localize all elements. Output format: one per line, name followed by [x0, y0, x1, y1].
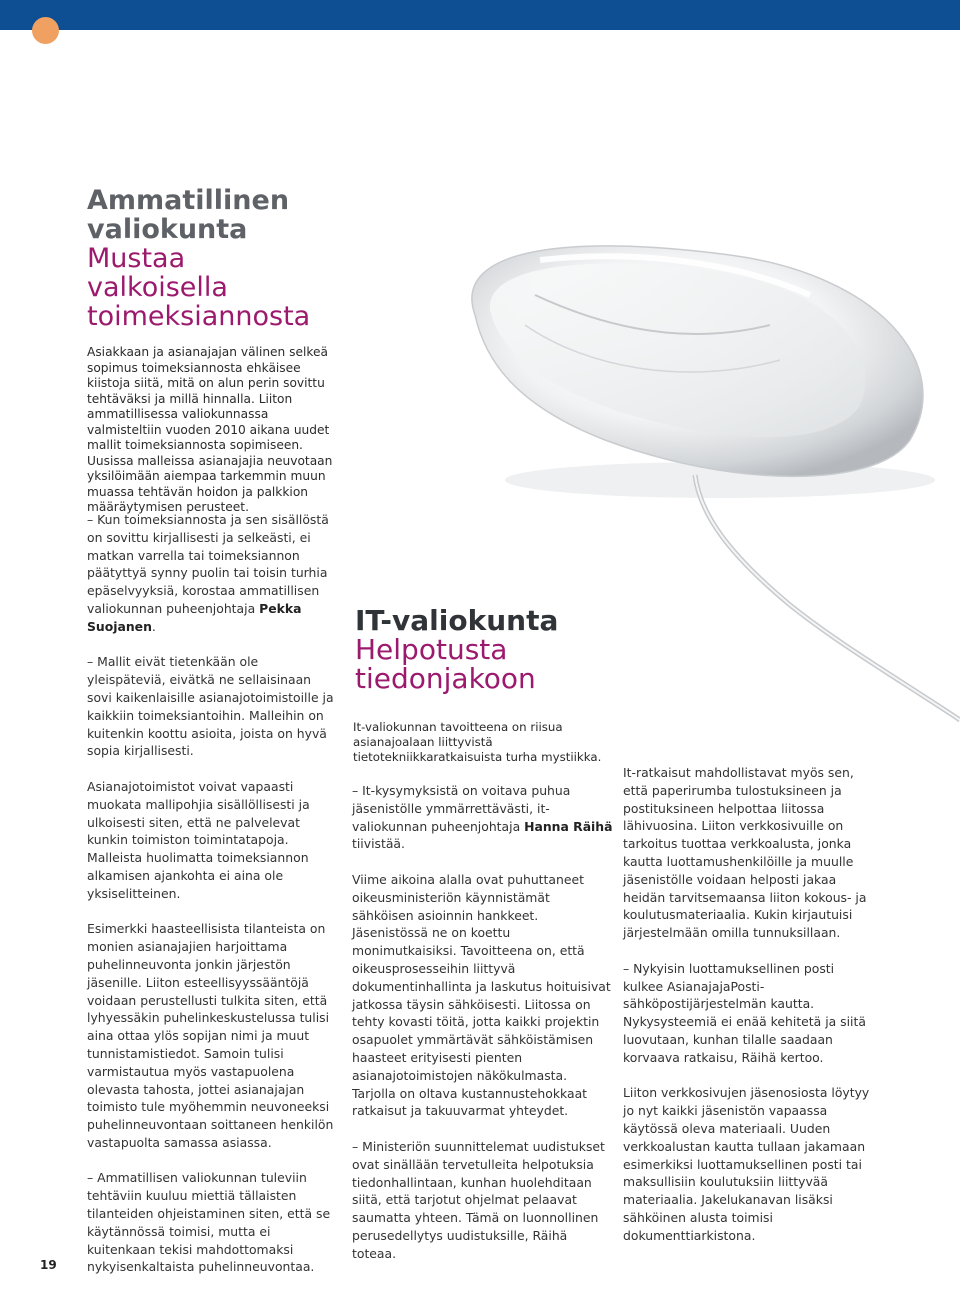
it-paragraph-2: Viime aikoina alalla ovat puhuttaneet oikeusministeriön käynnistämät sähköisen asioinnin hankkeet. Jäsenistössä ne on koettu monimutkaisiksi. Tavoitteena on, että oikeusprosesseihin liittyvä dokumentinhallinta ja laskutus hoituisivat jatkossa täysin sähköisesti. Liitossa on tehty kovasti töitä, jotta kaikki projektin osapuolet ymmärtävät sähköistämisen haasteet erityisesti pienten asianajotoimistojen näkökulmasta. Tarjolla on oltava kustannustehokkaat ratkaisut ja takuuvarmat yhteydet.: [352, 871, 611, 1119]
it-paragraph-5: – Nykyisin luottamuksellinen posti kulkee AsianajajaPosti-sähköpostijärjestelmän kautta. Nykysysteemiä ei enää kehitetä ja siitä luovutaan, kunhan tilalle saadaan korvaava ratkaisu, Räihä kertoo.: [623, 960, 866, 1065]
it-paragraph-3: – Ministeriön suunnittelemat uudistukset ovat sinällään tervetulleita helpotuksia tiedonhallintaan, kunhan huolehditaan siitä, että tarjotut ohjelmat pelaavat saumatta yhteen. Tämä on luonnollinen perusedellytys uudistuksille, Räihä toteaa.: [352, 1138, 605, 1261]
it-p1-text: – It-kysymyksistä on voitava puhua jäsenistölle ymmärrettävästi, it-valiokunnan puheenjohtaja: [352, 783, 571, 834]
ammatillinen-subtitle-line2: valkoisella: [87, 272, 228, 303]
it-lead: It-valiokunnan tavoitteena on riisua asianajoalaan liittyvistä tietotekniikkaratkaisuista turha mystiikka.: [353, 720, 602, 764]
ammatillinen-title: [87, 186, 387, 331]
header-bar: [0, 0, 960, 30]
chairperson-name: Pekka Suojanen: [87, 600, 302, 634]
it-subtitle-line1: Helpotusta: [355, 633, 508, 666]
ammatillinen-subtitle-line3: toimeksiannosta: [87, 301, 311, 332]
it-chairperson-name: Hanna Räihä: [524, 818, 613, 834]
it-title-line1: IT-valiokunta: [355, 604, 559, 637]
it-title: [355, 606, 635, 693]
ammatillinen-paragraph-3: Asianajotoimistot voivat vapaasti muokata mallipohjia sisällöllisesti ja ulkoisesti siten, että ne palvelevat kunkin toimiston toimintatapoja. Malleista huolimatta toimeksiannon alkamisen ajankohta ei aina ole yksiselitteinen.: [87, 778, 310, 901]
it-subtitle-line2: tiedonjakoon: [355, 662, 536, 695]
ammatillinen-paragraph-4: Esimerkki haasteellisista tilanteista on monien asianajajien harjoittama puhelinneuvonta jonkin järjestön jäsenille. Liiton esteellisyyssääntöjä voidaan perustellusti tulkita siten, että lyhyessäkin puhelinkeskustelussa tulisi aina ottaa ylös sopijan nimi ja muut tunnistamistiedot. Samoin tulisi varmistautua myös vastapuolena olevasta tahosta, jottei asianajajan toimisto tule myöhemmin neuvoneeksi puhelinneuvontaan soittaneen henkilön vastapuolta samassa asiassa.: [87, 921, 334, 1150]
it-paragraph-4: It-ratkaisut mahdollistavat myös sen, että paperirumba tulostuksineen ja postituksineen helpottaa liitossa lähivuosina. Liiton verkkosivuille on tarkoitus tuottaa verkkoalusta, jonka kautta luottamushenkilöille ja muulle jäsenistölle voidaan helposti jakaa heidän tarvitsemaansa liiton kokous- ja koulutusmateriaalia. Kukin kirjautuisi järjestelmään omilla tunnuksillaan.: [623, 765, 867, 941]
it-paragraph-6: Liiton verkkosivujen jäsenosiosta löytyy jo nyt kaikki jäsenistön vapaassa käytössä oleva materiaali. Uuden verkkoalustan kautta tullaan jakamaan esimerkiksi luottamuksellinen posti tai maksullisiin koulutuksiin liittyvää materiaalia. Jakelukanavan lisäksi sähköinen alusta toimisi dokumenttiarkistona.: [623, 1085, 870, 1243]
ammatillinen-paragraph-1: [87, 511, 339, 636]
ammatillinen-subtitle-line1: Mustaa: [87, 243, 186, 274]
orange-dot-ornament: [32, 17, 59, 44]
ammatillinen-lead: Asiakkaan ja asianajajan välinen selkeä sopimus toimeksiannosta ehkäisee kiistoja siitä, mitä on alun perin sovittu tehtäväksi ja millä hinnalla. Liiton ammatillisessa valiokunnassa valmisteltiin vuoden 2010 aikana uudet mallit toimeksiannosta sopimiseen. Uusissa malleissa asianajajia neuvotaan yksilöimään aiempaa tarkemmin muun muassa tehtävän hoidon ja palkkion määräytymisen perusteet.: [87, 345, 333, 514]
page-number: 19: [40, 1258, 57, 1272]
it-paragraph-1: [352, 782, 614, 853]
ammatillinen-p1-end: .: [151, 618, 156, 634]
it-body-column-1: [352, 782, 614, 1280]
ammatillinen-p1-text: – Kun toimeksiannosta ja sen sisällöstä on sovittu kirjallisesti ja selkeästi, ei matkan varrella tai toimeksiannon päätyttyä synny puolin tai toisin turhia epäselvyyksiä, korostaa ammatillisen valiokunnan puheenjohtaja: [87, 512, 329, 616]
ammatillinen-paragraph-5: – Ammatillisen valiokunnan tuleviin tehtäviin kuuluu miettiä tällaisten tilanteiden ohjeistaminen siten, että se käytännössä toimisi, mutta ei kuitenkaan tekisi mahdottomaksi nykyisenkaltaista puhelinneuvontaa.: [87, 1170, 331, 1275]
ammatillinen-paragraph-2: – Mallit eivät tietenkään ole yleispäteviä, eivätkä ne sellaisinaan sovi kaikenlaisille asianajotoimistoille ja kaikkiin toimeksiantoihin. Malleihin on kuitenkin koottu asioita, joista on hyvä sopia kirjallisesti.: [87, 654, 334, 759]
ammatillinen-body: [87, 511, 339, 1294]
ammatillinen-title-line2: valiokunta: [87, 214, 248, 245]
it-p1-end: tiivistää.: [352, 836, 405, 852]
ammatillinen-title-line1: Ammatillinen: [87, 185, 290, 216]
it-body-column-2: [623, 764, 875, 1262]
